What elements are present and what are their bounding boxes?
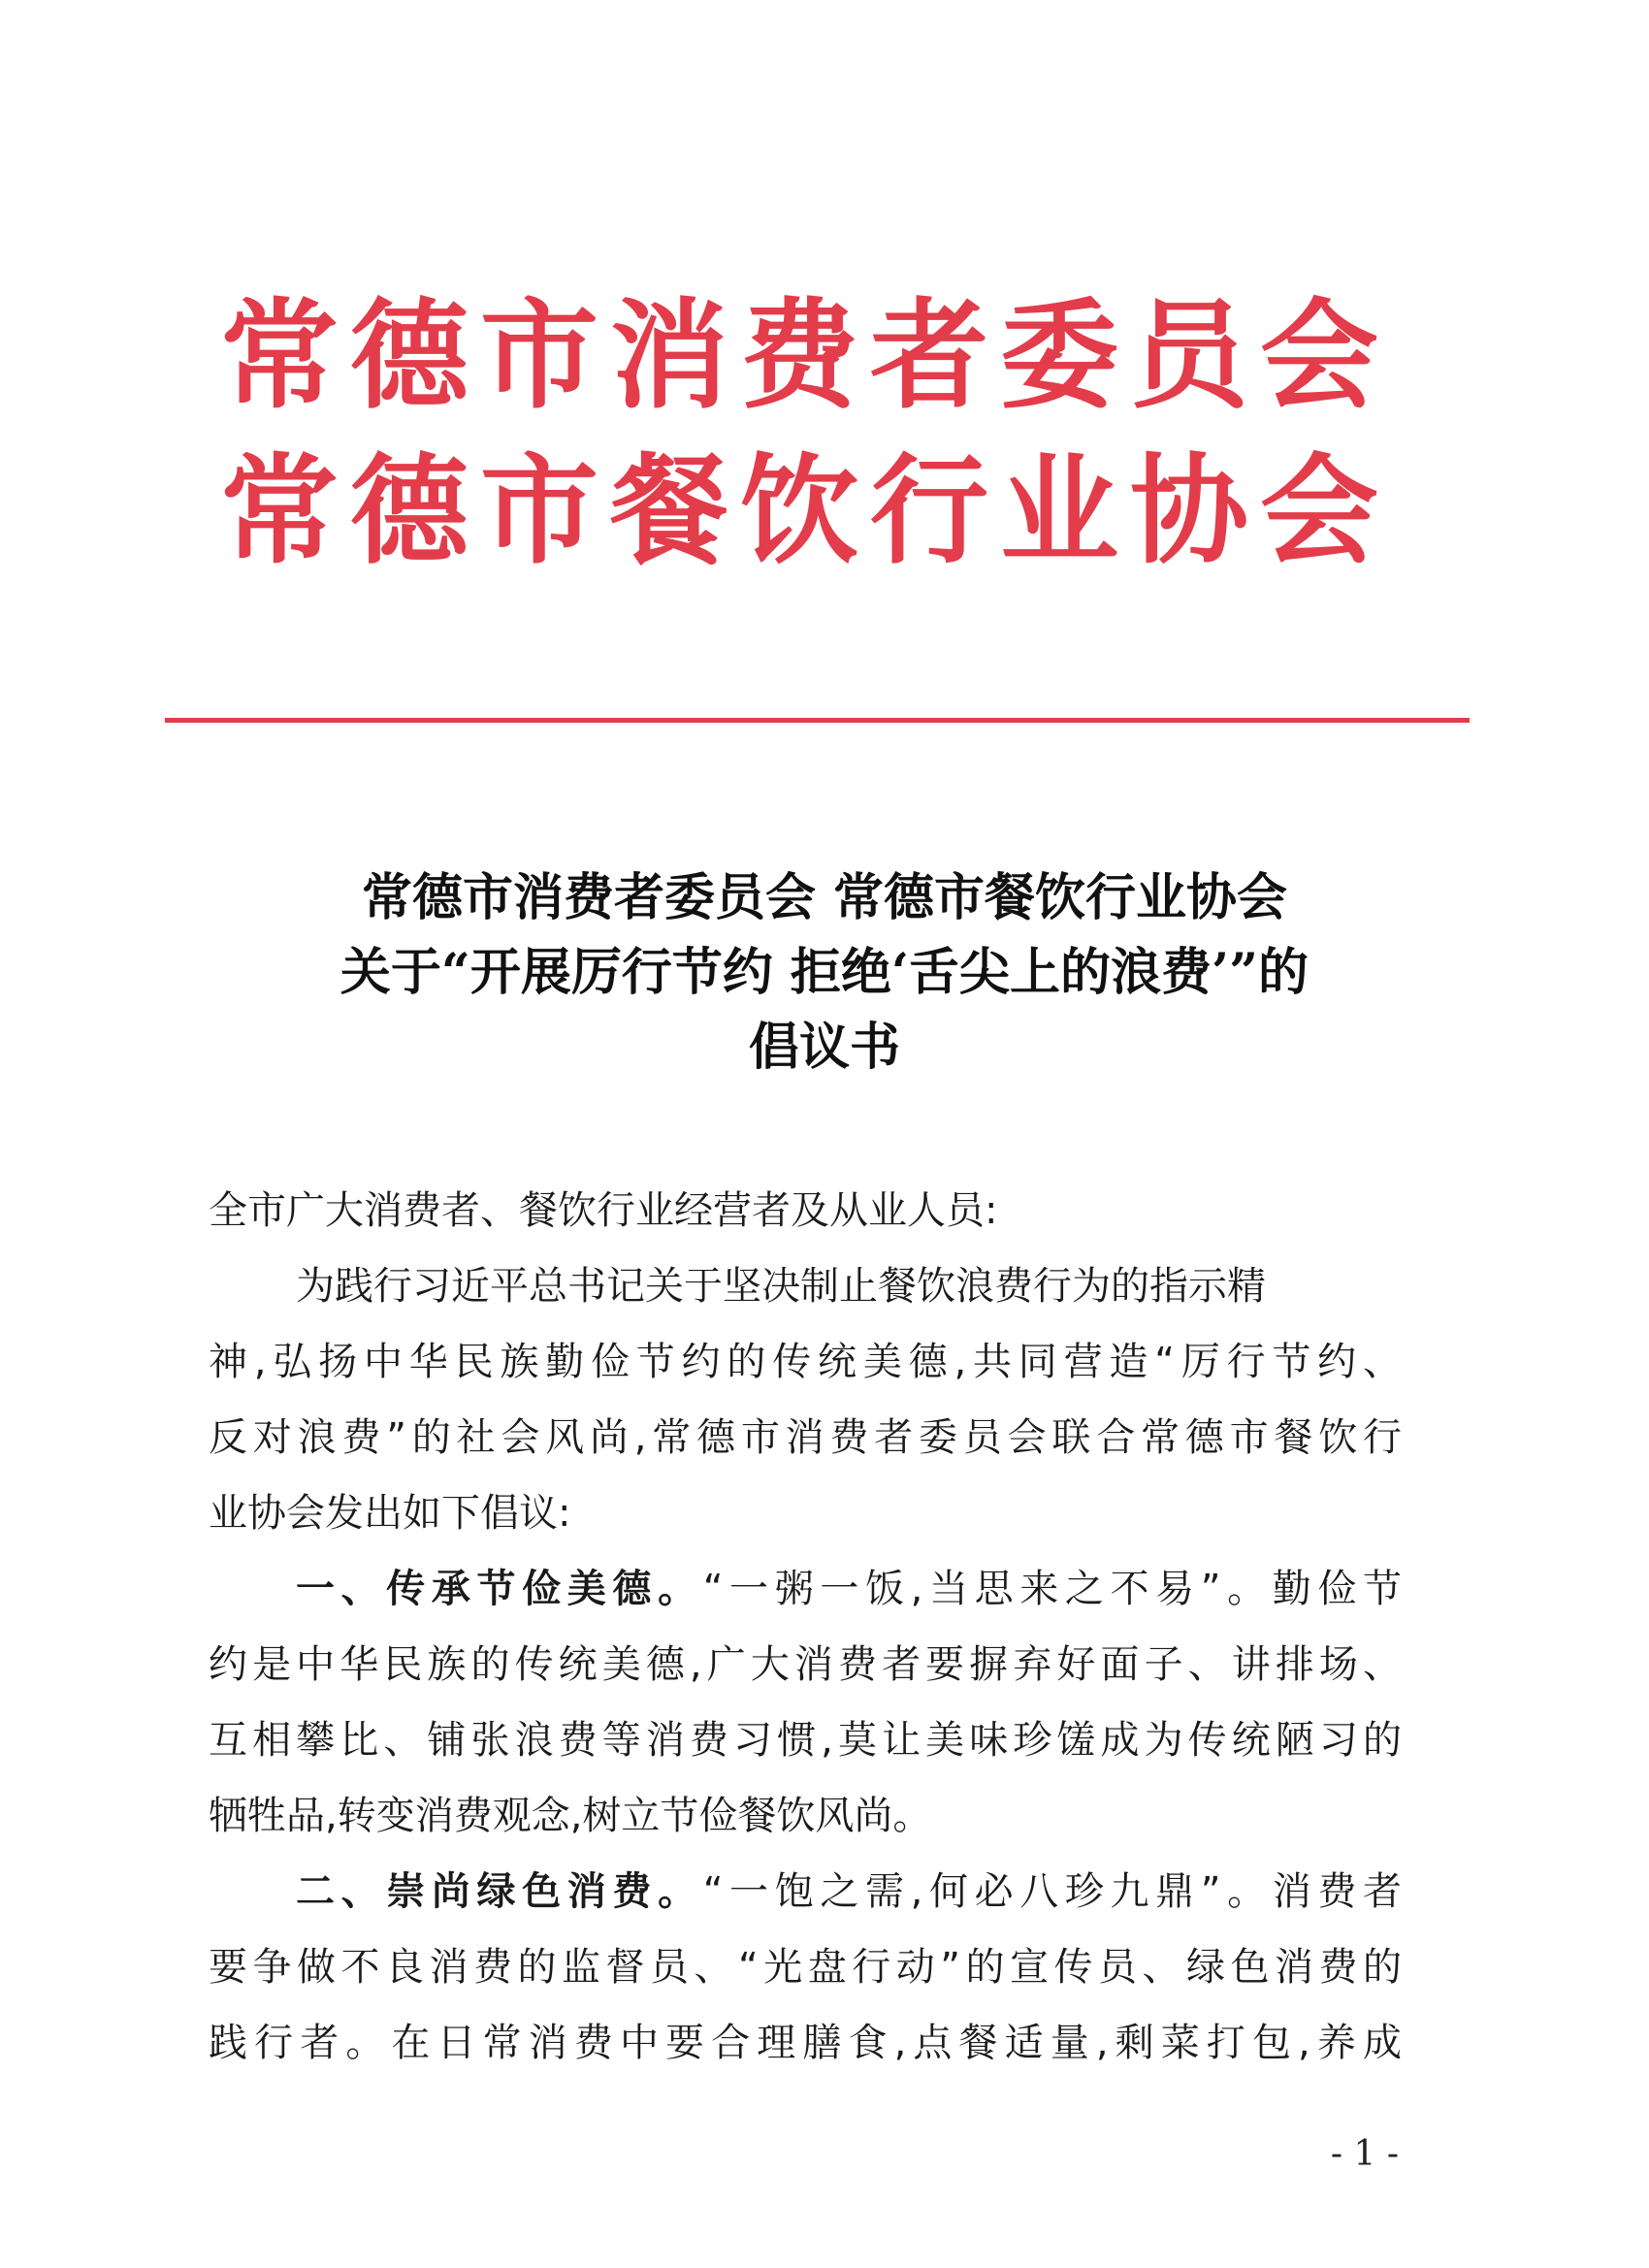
item-2-heading: 二、崇尚绿色消费。: [296, 1868, 703, 1914]
intro-line-3: 反对浪费”的社会风尚,常德市消费者委员会联合常德市餐饮行: [209, 1415, 1402, 1460]
intro-line-2: 神,弘扬中华民族勤俭节约的传统美德,共同营造“厉行节约、: [209, 1340, 1402, 1384]
item-1-first-line: [296, 1566, 1402, 1611]
intro-line-4: 业协会发出如下倡议:: [209, 1491, 571, 1536]
page-number: - 1 -: [1330, 2134, 1399, 2174]
red-header-rule: [165, 718, 1470, 723]
item-2-text: “一饱之需,何必八珍九鼎”。消费者: [702, 1869, 1402, 1914]
item-1-line-4: 牺牲品,转变消费观念,树立节俭餐饮风尚。: [209, 1794, 932, 1838]
item-1-line-3: 互相攀比、铺张浪费等消费习惯,莫让美味珍馐成为传统陋习的: [209, 1718, 1402, 1763]
issuer-header-line-2: 常德市餐饮行业协会: [220, 440, 1390, 580]
document-title-line-2: 关于“开展厉行节约 拒绝‘舌尖上的浪费’”的: [340, 943, 1310, 1002]
item-1-text: “一粥一饭,当思来之不易”。勤俭节: [702, 1567, 1402, 1611]
document-title-line-1: 常德市消费者委员会 常德市餐饮行业协会: [361, 868, 1288, 927]
salutation: 全市广大消费者、餐饮行业经营者及从业人员:: [209, 1188, 998, 1233]
item-1-line-2: 约是中华民族的传统美德,广大消费者要摒弃好面子、讲排场、: [209, 1642, 1402, 1687]
item-2-line-2: 要争做不良消费的监督员、“光盘行动”的宣传员、绿色消费的: [209, 1945, 1402, 1990]
document-title-line-3: 倡议书: [748, 1018, 900, 1077]
issuer-header-line-1: 常德市消费者委员会: [220, 285, 1390, 425]
item-2-line-3: 践行者。在日常消费中要合理膳食,点餐适量,剩菜打包,养成: [209, 2021, 1402, 2065]
item-1-heading: 一、传承节俭美德。: [296, 1566, 703, 1611]
intro-line-1: 为践行习近平总书记关于坚决制止餐饮浪费行为的指示精: [296, 1264, 1266, 1309]
item-2-first-line: [296, 1868, 1402, 1914]
